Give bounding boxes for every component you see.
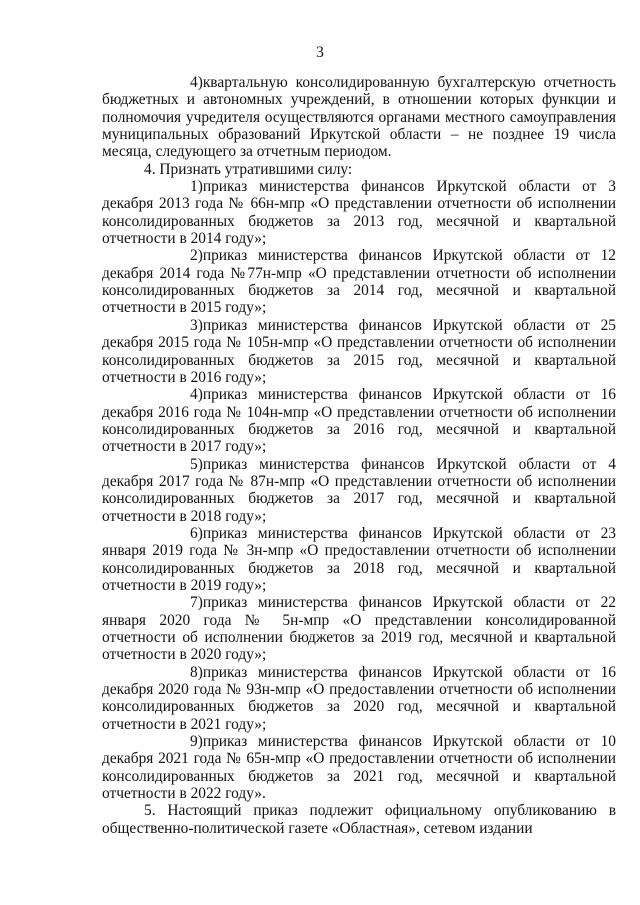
paragraph-text: приказ министерства финансов Иркутской области от 25 декабря 2015 года № 105н-мпр «О представлении отчетности об исполнении консолидированных бюджетов за 2015 год, месячной и квартальной отчетности в 2016 году»; xyxy=(102,316,616,386)
paragraph-text: 5. Настоящий приказ подлежит официальному опубликованию в общественно-политической газете «Областная», сетевом издании xyxy=(102,802,616,837)
paragraph-section-4 xyxy=(102,161,616,178)
paragraph-text: приказ министерства финансов Иркутской области от 3 декабря 2013 года № 66н-мпр «О представлении отчетности об исполнении консолидированных бюджетов за 2013 год, месячной и квартальной отчетности в 2014 году»; xyxy=(102,178,616,248)
paragraph-section-5 xyxy=(102,802,616,837)
item-number: 6) xyxy=(190,524,203,542)
paragraph-text: приказ министерства финансов Иркутской области от 22 января 2020 года № 5н-мпр «О представлении консолидированной отчетности об исполнении бюджетов за 2019 год, месячной и квартальной отчетности в 2020 году»; xyxy=(102,594,616,664)
item-number: 2) xyxy=(190,247,203,265)
paragraph-item-1 xyxy=(102,178,616,247)
item-number: 9) xyxy=(190,733,203,751)
paragraph-item-5 xyxy=(102,456,616,525)
item-number: 4) xyxy=(190,386,203,404)
item-number: 5) xyxy=(190,455,203,473)
paragraph-text: приказ министерства финансов Иркутской области от 4 декабря 2017 года № 87н-мпр «О представлении отчетности об исполнении консолидированных бюджетов за 2017 год, месячной и квартальной отчетности в 2018 году»; xyxy=(102,455,616,525)
paragraph-item-4 xyxy=(102,386,616,455)
paragraph-item-3 xyxy=(102,317,616,386)
paragraph-text: приказ министерства финансов Иркутской области от 23 января 2019 года № 3н-мпр «О предоставлении отчетности об исполнении консолидированных бюджетов за 2018 год, месячной и квартальной отчетности в 2019 году»; xyxy=(102,524,616,594)
paragraph-text: приказ министерства финансов Иркутской области от 16 декабря 2016 года № 104н-мпр «О представлении отчетности об исполнении консолидированных бюджетов за 2016 год, месячной и квартальной отчетности в 2017 году»; xyxy=(102,386,616,456)
item-number: 3) xyxy=(190,316,203,334)
page-number: 3 xyxy=(316,44,324,61)
item-number: 1) xyxy=(190,178,203,196)
paragraph-text: 4. Признать утратившими силу: xyxy=(144,160,353,178)
paragraph-text: приказ министерства финансов Иркутской области от 12 декабря 2014 года №77н-мпр «О представлении отчетности об исполнении консолидированных бюджетов за 2014 год, месячной и квартальной отчетности в 2015 году»; xyxy=(102,247,616,317)
paragraph-item-8 xyxy=(102,664,616,733)
paragraph-item-7 xyxy=(102,594,616,663)
paragraph-text: квартальную консолидированную бухгалтерскую отчетность бюджетных и автономных учреждений, в отношении которых функции и полномочия учредителя осуществляются органами местного самоуправления муниципальных образований Иркутской области – не позднее 19 числа месяца, следующего за отчетным периодом. xyxy=(102,74,616,161)
item-number: 4) xyxy=(190,74,203,91)
document-body xyxy=(102,74,616,837)
paragraph-text: приказ министерства финансов Иркутской области от 16 декабря 2020 года № 93н-мпр «О предоставлении отчетности об исполнении консолидированных бюджетов за 2020 год, месячной и квартальной отчетности в 2021 году»; xyxy=(102,663,616,733)
item-number: 7) xyxy=(190,594,203,612)
paragraph-item-9 xyxy=(102,733,616,802)
paragraph-item-2 xyxy=(102,247,616,316)
paragraph-text: приказ министерства финансов Иркутской области от 10 декабря 2021 года № 65н-мпр «О предоставлении отчетности об исполнении консолидированных бюджетов за 2021 год, месячной и квартальной отчетности в 2022 году». xyxy=(102,733,616,803)
paragraph-item-4-reporting xyxy=(102,74,616,161)
paragraph-item-6 xyxy=(102,525,616,594)
item-number: 8) xyxy=(190,663,203,681)
